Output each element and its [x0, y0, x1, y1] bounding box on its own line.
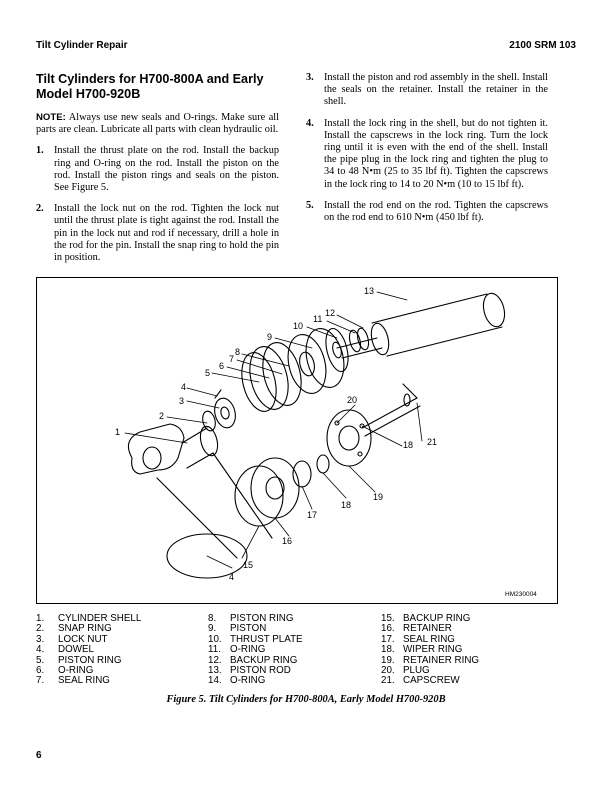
step-text: Install the piston and rod assembly in the shell. Install the seals on the retainer. Install the retainer in the shell.: [324, 72, 548, 108]
thrust-plate-drawing: [322, 326, 352, 374]
right-column: [306, 72, 548, 233]
legend-label: O-RING: [230, 675, 266, 687]
legend-label: CAPSCREW: [403, 675, 460, 687]
legend-number: 20.: [381, 665, 395, 677]
figure-id-code: HM230004: [505, 591, 537, 598]
piston-drawing: [282, 325, 349, 398]
legend-item: [381, 656, 479, 666]
step-number: 2.: [36, 203, 44, 215]
piston-rings-drawing: [236, 339, 307, 415]
callout-1: 1: [115, 427, 121, 437]
legend-number: 1.: [36, 613, 45, 624]
step-text: Install the thrust plate on the rod. Install the backup ring and O-ring on the rod. Install the piston on the rod. Install the piston rings and seals on the piston. See Figure 5.: [54, 145, 279, 194]
step-text: Install the rod end on the rod. Tighten the capscrews on the rod end to 610 N•m (450 lbf ft).: [324, 199, 548, 224]
legend-number: 4.: [36, 644, 45, 656]
legend-number: 16.: [381, 623, 395, 635]
running-header-title: Tilt Cylinder Repair: [36, 40, 128, 51]
callout-18: 18: [403, 440, 414, 450]
step-item: [306, 72, 548, 109]
page-number: 6: [36, 750, 42, 761]
note-text: Always use new seals and O-rings. Make sure all parts are clean. Lubricate all parts with clean hydraulic oil.: [36, 112, 279, 136]
step-text: Install the lock nut on the rod. Tighten the lock nut until the thrust plate is tight against the rod. Install the pin in the lock nut and rod if necessary, drill a hole in the rod for the pin. Install the snap ring to hold the pin in position.: [54, 203, 279, 264]
callout-8: 8: [235, 347, 241, 357]
legend-number: 10.: [208, 633, 222, 645]
figure-caption: Figure 5. Tilt Cylinders for H700-800A, Early Model H700-920B: [166, 694, 446, 705]
legend-label: BACKUP RING: [230, 654, 298, 666]
callout-13: 13: [364, 286, 375, 296]
callout-12: 12: [325, 308, 336, 318]
legend-number: 7.: [36, 675, 45, 687]
step-number: 3.: [306, 72, 314, 83]
note-paragraph: [36, 112, 279, 136]
callout-leaders: [125, 292, 422, 568]
legend-label: O-RING: [58, 665, 94, 677]
legend-number: 6.: [36, 665, 45, 677]
legend-label: PISTON ROD: [230, 665, 291, 677]
running-header-doc-number: 2100 SRM 103: [509, 40, 576, 51]
legend-number: 13.: [208, 665, 222, 677]
legend-label: PISTON RING: [58, 654, 122, 666]
step-number: 5.: [306, 199, 314, 211]
legend-label: PLUG: [403, 665, 430, 677]
callout-4-lower: 4: [229, 572, 235, 582]
step-item: [36, 203, 279, 264]
legend-column: [381, 614, 479, 687]
section-title: Tilt Cylinders for H700-800A and Early Model H700-920B: [36, 72, 264, 101]
callout-4: 4: [181, 382, 187, 392]
left-column: [36, 72, 279, 273]
callout-15: 15: [243, 560, 254, 570]
legend-label: SEAL RING: [58, 675, 110, 687]
callout-18-lower: 18: [341, 500, 352, 510]
callout-16: 16: [282, 536, 293, 546]
legend-label: BACKUP RING: [403, 613, 471, 624]
legend-label: RETAINER: [403, 623, 452, 635]
legend-item: [208, 676, 303, 686]
legend-number: 2.: [36, 623, 45, 635]
retainer-ring-drawing: [327, 410, 371, 466]
callout-10: 10: [293, 321, 304, 331]
legend-number: 11.: [208, 644, 221, 656]
callout-labels: [115, 286, 437, 582]
callout-19: 19: [373, 492, 384, 502]
legend-label: THRUST PLATE: [230, 633, 303, 645]
legend-label: O-RING: [230, 644, 266, 656]
callout-17: 17: [307, 510, 318, 520]
capscrew-drawing: [362, 384, 420, 436]
callout-21: 21: [427, 437, 438, 447]
callout-20: 20: [347, 395, 358, 405]
legend-label: SEAL RING: [403, 633, 455, 645]
legend-label: PISTON RING: [230, 613, 294, 624]
step-text: Install the lock ring in the shell, but do not tighten it. Install the capscrews in the lock ring. Turn the lock ring until it is even with the end of the shell. Install the pipe plug in the lock ring and tighten the plug to 34 to 48 N•m (25 to 35 lbf ft). Tighten the capscrews in the lock ring to 14 to 20 N•m (10 to 15 lbf ft).: [324, 117, 548, 190]
legend-number: 15.: [381, 613, 395, 624]
legend-number: 12.: [208, 654, 222, 666]
callout-11: 11: [313, 314, 323, 324]
tilt-cylinder-exploded-drawing: [37, 278, 557, 603]
step-number: 4.: [306, 117, 314, 129]
legend-item: [381, 676, 479, 686]
legend-number: 5.: [36, 654, 45, 666]
legend-number: 19.: [381, 654, 395, 666]
callout-6: 6: [219, 361, 225, 371]
legend-item: [36, 676, 141, 686]
legend-label: CYLINDER SHELL: [58, 613, 142, 624]
legend-label: WIPER RING: [403, 644, 463, 656]
legend-label: SNAP RING: [58, 623, 112, 635]
legend-number: 14.: [208, 675, 222, 687]
callout-7: 7: [229, 354, 235, 364]
legend-number: 17.: [381, 633, 395, 645]
callout-9: 9: [267, 332, 273, 342]
legend-label: DOWEL: [58, 644, 94, 656]
legend-number: 21.: [381, 675, 395, 687]
legend-number: 18.: [381, 644, 395, 656]
note-label: NOTE:: [36, 112, 66, 123]
legend-number: 8.: [208, 613, 217, 624]
legend-label: RETAINER RING: [403, 654, 480, 666]
legend-column: [208, 614, 303, 687]
callout-2: 2: [159, 411, 165, 421]
legend-label: LOCK NUT: [58, 633, 108, 645]
cylinder-shell-drawing: [128, 424, 272, 558]
legend-number: 3.: [36, 633, 45, 645]
step-item: [306, 200, 548, 224]
step-item: [306, 118, 548, 191]
step-item: [36, 145, 279, 194]
legend-label: PISTON: [230, 623, 267, 635]
exploded-view-figure: [36, 277, 558, 604]
legend-column: [36, 614, 141, 687]
callout-5: 5: [205, 368, 211, 378]
step-number: 1.: [36, 145, 44, 157]
legend-number: 9.: [208, 623, 217, 635]
callout-3: 3: [179, 396, 185, 406]
